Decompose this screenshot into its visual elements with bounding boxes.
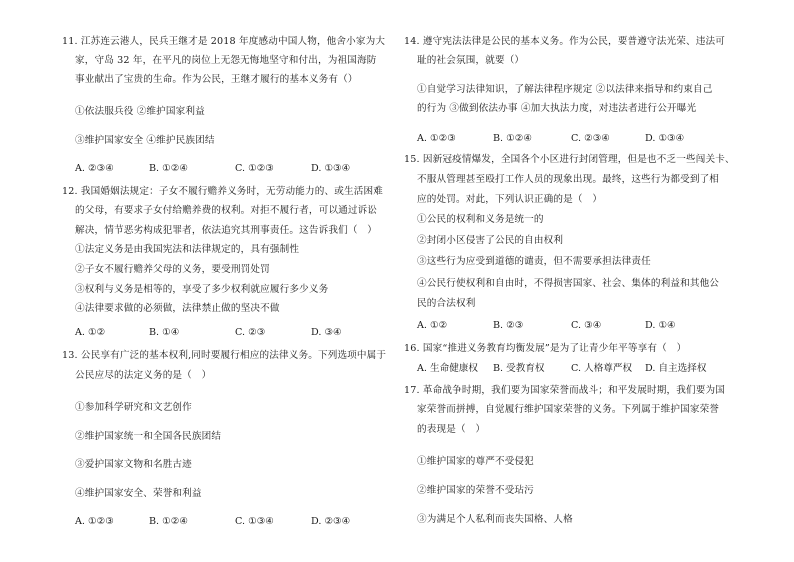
question-17-statement: ②维护国家的荣誉不受玷污 (417, 485, 534, 496)
option-d[interactable]: D. ③④ (311, 327, 342, 338)
question-15-stem-line: 15. 因新冠疫情爆发，全国各个小区进行封闭管理，但是也不乏一些闯关卡、 (404, 154, 735, 165)
question-12-stem-line: 解决，情节恶劣构成犯罪者，依法追究其刑事责任。这告诉我们（ ） (75, 225, 378, 236)
option-a[interactable]: A. ①②③ (75, 516, 114, 527)
question-15-statement: ①公民的权利和义务是统一的 (417, 214, 544, 225)
question-17-statement: ③为满足个人私利而丧失国格、人格 (417, 514, 573, 525)
question-12-statement: ①法定义务是由我国宪法和法律规定的，具有强制性 (75, 244, 300, 255)
question-15-statement: ④公民行使权利和自由时，不得损害国家、社会、集体的利益和其他公 (417, 278, 720, 289)
option-a[interactable]: A. ①②③ (417, 133, 456, 144)
question-12-stem-line: 的父母，有要求子女付给赡养费的权利。对拒不履行者，可以通过诉讼 (75, 205, 378, 216)
question-11-statement: ①依法服兵役 ②维护国家利益 (75, 106, 205, 117)
question-11-stem-line: 11. 江苏连云港人，民兵王继才是 2018 年度感动中国人物，他舍小家为大 (62, 36, 386, 47)
option-b[interactable]: B. ①④ (149, 327, 180, 338)
question-16-stem-line: 16. 国家“推进义务教育均衡发展”是为了让青少年平等享有（ ） (404, 343, 687, 354)
question-14-statement: 的行为 ③做到依法办事 ④加大执法力度，对违法者进行公开曝光 (417, 103, 697, 114)
option-c[interactable]: C. ②③④ (571, 133, 610, 144)
option-b[interactable]: B. ①②④ (149, 516, 188, 527)
option-a[interactable]: A. ①② (75, 327, 106, 338)
question-14-stem-line: 耻的社会氛围，就要（） (417, 55, 525, 66)
question-12-options (75, 327, 395, 339)
option-b[interactable]: B. ①②④ (493, 133, 532, 144)
option-c[interactable]: C. ③④ (571, 320, 602, 331)
question-12-statement: ③权利与义务是相等的，享受了多少权利就应履行多少义务 (75, 284, 329, 295)
option-a[interactable]: A. ①② (417, 320, 448, 331)
option-a[interactable]: A. ②③④ (75, 163, 114, 174)
question-13-options (75, 516, 395, 528)
question-12-stem-line: 12. 我国婚姻法规定：子女不履行赡养义务时，无劳动能力的、或生活困难 (62, 186, 383, 197)
question-15-statement: ②封闭小区侵害了公民的自由权利 (417, 235, 564, 246)
option-a[interactable]: A. 生命健康权 (417, 363, 478, 374)
question-15-statement: ③这些行为应受到道德的谴责，但不需要承担法律责任 (417, 256, 651, 267)
question-13-statement: ①参加科学研究和文艺创作 (75, 402, 192, 413)
option-d[interactable]: D. ①③④ (311, 163, 351, 174)
question-15-options (417, 320, 737, 332)
question-17-statement: ①维护国家的尊严不受侵犯 (417, 456, 534, 467)
question-11-options (75, 163, 395, 175)
option-b[interactable]: B. ②③ (493, 320, 524, 331)
question-15-stem-line: 应的处罚。对此，下列认识正确的是（ ） (417, 194, 603, 205)
question-17-stem-line: 17. 革命战争时期，我们要为国家荣誉而战斗；和平发展时期，我们要为国 (404, 385, 725, 396)
option-c[interactable]: C. ①②③ (235, 163, 274, 174)
question-14-options (417, 133, 737, 145)
question-16-options (417, 363, 737, 375)
option-d[interactable]: D. ①③④ (645, 133, 685, 144)
question-11-stem-line: 事业献出了宝贵的生命。作为公民，王继才履行的基本义务有（） (75, 74, 358, 85)
question-12-statement: ④法律要求做的必须做，法律禁止做的坚决不做 (75, 303, 280, 314)
question-17-stem-line: 的表现是（ ） (417, 424, 486, 435)
question-15-statement: 民的合法权利 (417, 298, 476, 309)
question-13-statement: ②维护国家统一和全国各民族团结 (75, 431, 222, 442)
option-d[interactable]: D. 自主选择权 (645, 363, 707, 374)
question-11-stem-line: 家，守岛 32 年，在平凡的岗位上无怨无悔地坚守和付出，为祖国海防 (75, 55, 377, 66)
question-17-stem-line: 家荣誉而拼搏，自觉履行维护国家荣誉的义务。下列属于维护国家荣誉 (417, 404, 720, 415)
option-b[interactable]: B. 受教育权 (493, 363, 545, 374)
question-11-statement: ③维护国家安全 ④维护民族团结 (75, 135, 215, 146)
question-13-statement: ④维护国家安全、荣誉和利益 (75, 488, 202, 499)
option-c[interactable]: C. ①③④ (235, 516, 274, 527)
question-14-statement: ①自觉学习法律知识，了解法律程序规定 ②以法律来指导和约束自己 (417, 84, 713, 95)
question-13-stem-line: 13. 公民享有广泛的基本权利,同时要履行相应的法律义务。下列选项中属于 (62, 350, 387, 361)
question-13-statement: ③爱护国家文物和名胜古迹 (75, 459, 192, 470)
question-14-stem-line: 14. 遵守宪法法律是公民的基本义务。作为公民，要普遵守法光荣、违法可 (404, 36, 725, 47)
question-12-statement: ②子女不履行赡养父母的义务，要受刑罚处罚 (75, 264, 270, 275)
option-b[interactable]: B. ①②④ (149, 163, 188, 174)
question-15-stem-line: 不服从管理甚至殴打工作人员的现象出现。最终，这些行为都受到了相 (417, 174, 720, 185)
option-c[interactable]: C. 人格尊严权 (571, 363, 633, 374)
option-c[interactable]: C. ②③ (235, 327, 266, 338)
option-d[interactable]: D. ②③④ (311, 516, 351, 527)
question-13-stem-line: 公民应尽的法定义务的是（ ） (75, 370, 212, 381)
option-d[interactable]: D. ①④ (645, 320, 676, 331)
